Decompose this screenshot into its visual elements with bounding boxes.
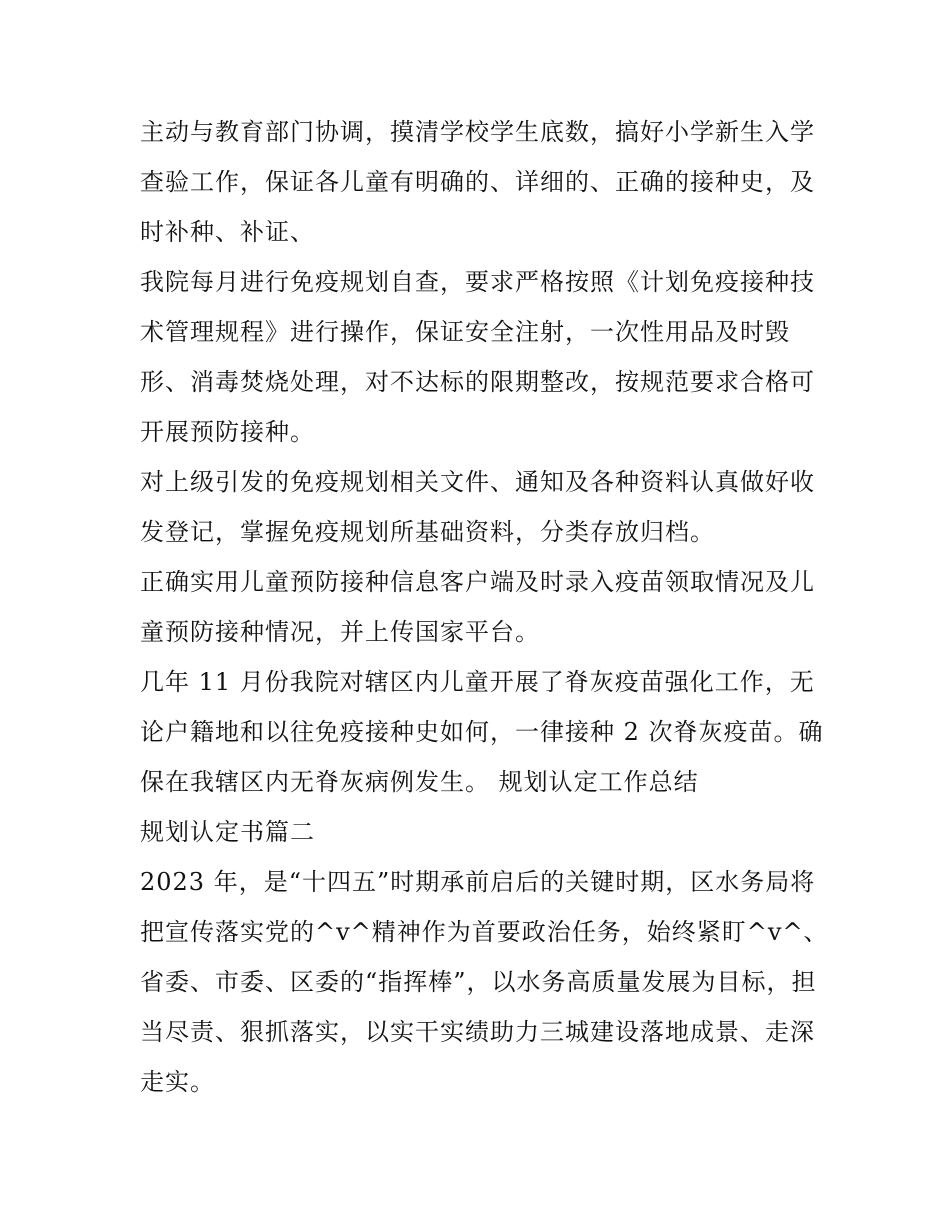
paragraph-document-filing [140,457,830,557]
text-line: 查验工作，保证各儿童有明确的、详细的、正确的接种史，及 [140,168,815,196]
text-line: 术管理规程》进行操作，保证安全注射，一次性用品及时毁 [140,318,790,346]
text-line: 论户籍地和以往免疫接种史如何，一律接种 2 次脊灰疫苗。确 [140,718,824,746]
text-line: 正确实用儿童预防接种信息客户端及时录入疫苗领取情况及儿 [140,568,815,596]
text-line: 对上级引发的免疫规划相关文件、通知及各种资料认真做好收 [140,468,815,496]
text-line: 形、消毒焚烧处理，对不达标的限期整改，按规范要求合格可 [140,368,815,396]
text-line: 主动与教育部门协调，摸清学校学生底数，搞好小学新生入学 [140,118,815,146]
text-line: 开展预防接种。 [140,418,315,446]
text-line: 2023 年，是“十四五”时期承前启后的关键时期，区水务局将 [140,868,816,896]
text-line: 发登记，掌握免疫规划所基础资料，分类存放归档。 [140,518,715,546]
paragraph-polio-campaign [140,657,830,807]
text-line: 时补种、补证、 [140,218,315,246]
section-heading [140,807,830,857]
text-line: 几年 11 月份我院对辖区内儿童开展了脊灰疫苗强化工作，无 [140,668,815,696]
text-line: 保在我辖区内无脊灰病例发生。 规划认定工作总结 [140,768,699,796]
text-line: 我院每月进行免疫规划自查，要求严格按照《计划免疫接种技 [140,268,815,296]
document-body [140,107,830,1107]
text-line: 把宣传落实党的^v^精神作为首要政治任务，始终紧盯^v^、 [140,918,829,946]
text-line: 省委、市委、区委的“指挥棒”，以水务高质量发展为目标，担 [140,968,817,996]
text-line: 当尽责、狠抓落实，以实干实绩助力三城建设落地成景、走深 [140,1018,815,1046]
paragraph-school-check [140,107,830,257]
paragraph-data-entry [140,557,830,657]
paragraph-water-affairs [140,857,830,1107]
text-line: 童预防接种情况，并上传国家平台。 [140,618,540,646]
paragraph-self-inspection [140,257,830,457]
text-line: 走实。 [140,1068,215,1096]
section-title: 规划认定书篇二 [140,818,315,846]
